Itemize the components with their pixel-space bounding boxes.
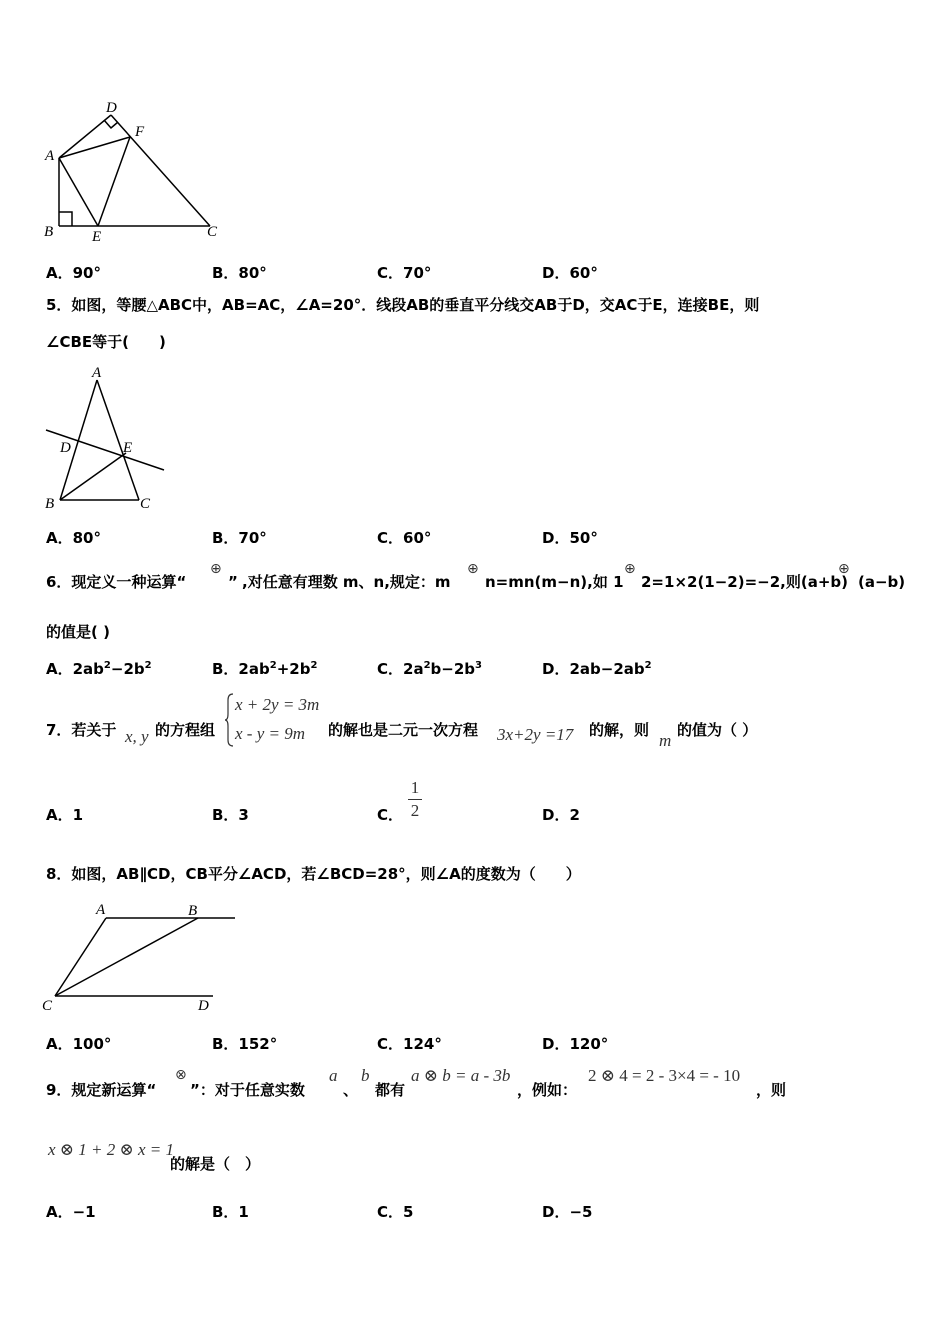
q4-option-d[interactable]: D．60° — [542, 264, 598, 282]
q8-option-c[interactable]: C．124° — [377, 1035, 442, 1053]
q9-definition: a ⊗ b = a - 3b — [411, 1066, 511, 1085]
q4-option-c[interactable]: C．70° — [377, 264, 432, 282]
fraction-bar — [408, 799, 422, 800]
q6-option-c[interactable]: C．$2a^2b-2b^3$ — [377, 660, 482, 678]
q8-option-d[interactable]: D．120° — [542, 1035, 609, 1053]
q7-fraction — [408, 778, 422, 821]
label-E: E — [92, 229, 102, 245]
q9-option-b[interactable]: B．1 — [212, 1203, 249, 1221]
label-E: E — [123, 440, 133, 456]
q9-stem-mid3: ，例如： — [517, 1081, 578, 1099]
q6-stem-tail: (a−b) — [858, 573, 906, 591]
q9-stem-mid2: 都有 — [375, 1081, 406, 1099]
q9-option-a[interactable]: A．−1 — [46, 1203, 96, 1221]
q5-stem-line1: 5．如图，等腰△ABC中，AB=AC，∠A=20°．线段AB的垂直平分线交AB于D，交AC于E，连接BE，则 — [46, 296, 760, 314]
oplus-symbol: ⊕ — [467, 561, 479, 577]
fraction-denominator: 2 — [410, 801, 420, 820]
label-C: C — [140, 496, 151, 512]
label-D: D — [60, 440, 71, 456]
label-A: A — [96, 902, 106, 918]
q6-option-d[interactable]: D．$2ab-2ab^2$ — [542, 660, 652, 678]
q7-equation-2: x - y = 9m — [235, 724, 306, 743]
q7-option-c[interactable]: C． — [377, 806, 404, 824]
q6-stem-def: n=mn(m−n),如 1 — [485, 573, 624, 591]
label-A: A — [92, 365, 102, 381]
q9-var-a: a — [329, 1066, 338, 1085]
q5-stem-line2: ∠CBE等于( ) — [46, 333, 166, 351]
q4-option-b[interactable]: B．80° — [212, 264, 267, 282]
fraction-numerator: 1 — [410, 778, 420, 797]
q8-option-b[interactable]: B．152° — [212, 1035, 278, 1053]
q7-stem-tail: 的值为（ ） — [677, 721, 758, 739]
brace-icon — [225, 693, 235, 747]
q7-stem-mid: 的方程组 — [155, 721, 216, 739]
label-C: C — [207, 224, 218, 240]
q6-option-a[interactable]: A．$2ab^2-2b^2$ — [46, 660, 152, 678]
q7-option-a[interactable]: A．1 — [46, 806, 84, 824]
label-C: C — [42, 998, 53, 1014]
q6-quote-close: ” — [228, 573, 238, 591]
q9-stem-start: 9．规定新运算“ — [46, 1081, 157, 1099]
figure-q5-triangle — [40, 364, 175, 514]
q7-option-d[interactable]: D．2 — [542, 806, 580, 824]
q5-option-a[interactable]: A．80° — [46, 529, 101, 547]
q9-equation: x ⊗ 1 + 2 ⊗ x = 1 — [48, 1140, 175, 1159]
q6-stem-mid: ,对任意有理数 m、n,规定：m — [242, 573, 451, 591]
q9-example: 2 ⊗ 4 = 2 - 3×4 = - 10 — [588, 1066, 741, 1085]
label-F: F — [135, 124, 145, 140]
label-D: D — [198, 998, 209, 1014]
q9-separator: 、 — [343, 1081, 359, 1099]
q6-option-b[interactable]: B．$2ab^2+2b^2$ — [212, 660, 318, 678]
q4-option-a[interactable]: A．90° — [46, 264, 101, 282]
q6-stem-line2: 的值是( ) — [46, 623, 110, 641]
q7-stem-mid2: 的解也是二元一次方程 — [328, 721, 479, 739]
q7-equation-1: x + 2y = 3m — [235, 695, 320, 714]
q7-stem-start: 7．若关于 — [46, 721, 117, 739]
q7-var-m: m — [659, 731, 672, 750]
q9-option-c[interactable]: C．5 — [377, 1203, 414, 1221]
label-B: B — [44, 224, 54, 240]
q8-stem: 8．如图，AB∥CD，CB平分∠ACD，若∠BCD=28°，则∠A的度数为（ ） — [46, 865, 581, 883]
figure-q8-parallel-lines — [38, 898, 243, 1018]
q7-equation-3: 3x+2y =17 — [497, 725, 574, 744]
q8-option-a[interactable]: A．100° — [46, 1035, 112, 1053]
otimes-symbol: ⊗ — [175, 1067, 187, 1083]
label-D: D — [106, 100, 117, 116]
q7-option-b[interactable]: B．3 — [212, 806, 249, 824]
q7-vars: x, y — [125, 727, 149, 746]
q9-option-d[interactable]: D．−5 — [542, 1203, 593, 1221]
q9-stem-tail: ，则 — [756, 1081, 787, 1099]
label-A: A — [45, 148, 55, 164]
q6-stem-start: 6．现定义一种运算“ — [46, 573, 187, 591]
q9-var-b: b — [361, 1066, 370, 1085]
q5-option-b[interactable]: B．70° — [212, 529, 267, 547]
oplus-symbol: ⊕ — [210, 561, 222, 577]
q6-stem-example: 2=1×2(1−2)=−2,则(a+b) — [641, 573, 849, 591]
q7-stem-mid3: 的解，则 — [589, 721, 650, 739]
label-B: B — [188, 903, 198, 919]
q5-option-c[interactable]: C．60° — [377, 529, 432, 547]
oplus-symbol: ⊕ — [838, 561, 850, 577]
q9-stem-line2: 的解是（ ） — [170, 1155, 261, 1173]
oplus-symbol: ⊕ — [624, 561, 636, 577]
figure-q4-triangle — [40, 98, 230, 248]
q9-stem-mid: ”：对于任意实数 — [190, 1081, 305, 1099]
q5-option-d[interactable]: D．50° — [542, 529, 598, 547]
label-B: B — [45, 496, 55, 512]
